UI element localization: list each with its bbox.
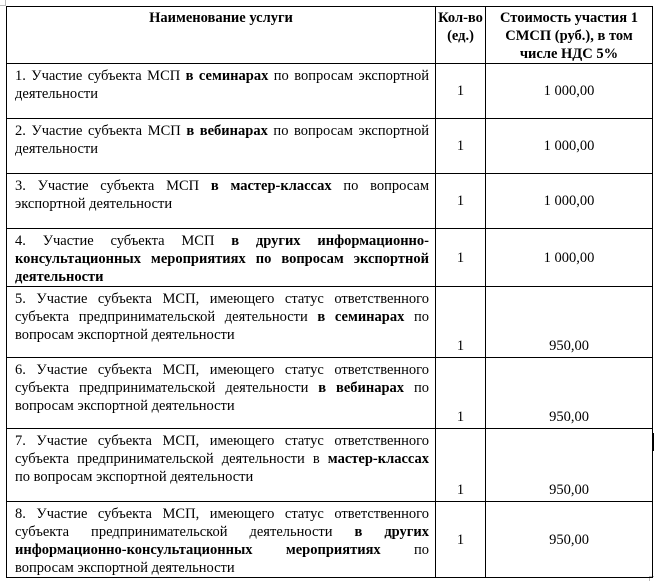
table-row: [7, 287, 653, 358]
text-cursor: [653, 433, 654, 451]
service-price: 950,00: [486, 358, 653, 429]
table-header-row: [7, 7, 653, 64]
table-row: [7, 502, 653, 578]
service-qty: 1: [436, 119, 486, 174]
service-name: 5. Участие субъекта МСП, имеющего статус ответственного субъекта предпринимательской деятельности в семинарах по вопросам экспортной деятельности: [7, 287, 436, 358]
service-name: 7. Участие субъекта МСП, имеющего статус ответственного субъекта предпринимательской деятельности в мастер-классах по вопросам экспортной деятельности: [7, 429, 436, 502]
service-price: 950,00: [486, 287, 653, 358]
service-qty: 1: [436, 229, 486, 287]
table-row: [7, 429, 653, 502]
service-name: 8. Участие субъекта МСП, имеющего статус ответственного субъекта предпринимательской деятельности в других информационно-консультационных мероприятиях по вопросам экспортной деятельности: [7, 502, 436, 578]
service-name: 3. Участие субъекта МСП в мастер-классах по вопросам экспортной деятельности: [7, 174, 436, 229]
services-price-table: [6, 6, 653, 578]
service-qty: 1: [436, 287, 486, 358]
table-row: [7, 119, 653, 174]
service-price: 950,00: [486, 429, 653, 502]
service-price: 1 000,00: [486, 119, 653, 174]
table-row: [7, 64, 653, 119]
header-service: Наименование услуги: [7, 7, 436, 64]
header-qty: Кол-во (ед.): [436, 7, 486, 64]
service-qty: 1: [436, 64, 486, 119]
table-row: [7, 358, 653, 429]
service-qty: 1: [436, 429, 486, 502]
service-price: 1 000,00: [486, 174, 653, 229]
service-qty: 1: [436, 502, 486, 578]
service-price: 950,00: [486, 502, 653, 578]
service-price: 1 000,00: [486, 229, 653, 287]
service-name: 4. Участие субъекта МСП в других информационно-консультационных мероприятиях по вопросам экспортной деятельности: [7, 229, 436, 287]
header-price: Стоимость участия 1 СМСП (руб.), в том числе НДС 5%: [486, 7, 653, 64]
service-name: 6. Участие субъекта МСП, имеющего статус ответственного субъекта предпринимательской деятельности в вебинарах по вопросам экспортной деятельности: [7, 358, 436, 429]
table-row: [7, 174, 653, 229]
table-row: [7, 229, 653, 287]
service-qty: 1: [436, 174, 486, 229]
service-name: 2. Участие субъекта МСП в вебинарах по вопросам экспортной деятельности: [7, 119, 436, 174]
service-price: 1 000,00: [486, 64, 653, 119]
service-qty: 1: [436, 358, 486, 429]
service-name: 1. Участие субъекта МСП в семинарах по вопросам экспортной деятельности: [7, 64, 436, 119]
